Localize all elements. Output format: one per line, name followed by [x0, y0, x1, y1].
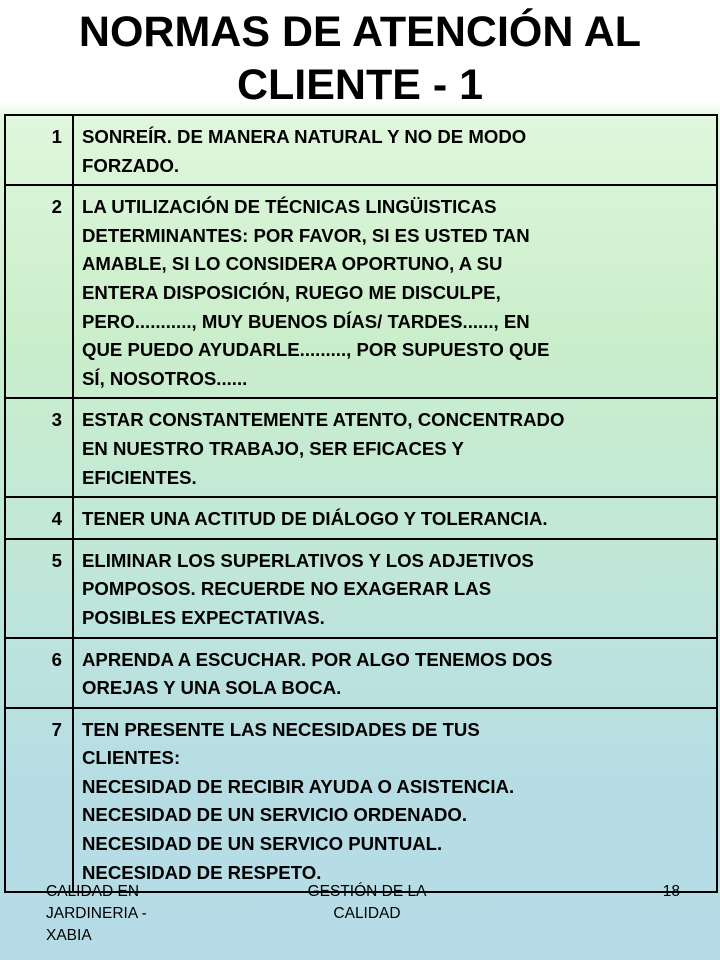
- rule-text-line: TENER UNA ACTITUD DE DIÁLOGO Y TOLERANCIA.: [82, 508, 548, 530]
- rule-text: [73, 398, 717, 497]
- rule-row: [5, 185, 717, 398]
- footer-page-number: 18: [662, 883, 680, 900]
- rule-text-line: POMPOSOS. RECUERDE NO EXAGERAR LAS: [82, 578, 492, 600]
- rule-number: 4: [5, 497, 73, 539]
- rule-number: 1: [5, 115, 73, 185]
- rule-number: 6: [5, 638, 73, 708]
- rule-text-line: NECESIDAD DE UN SERVICIO ORDENADO.: [82, 804, 468, 826]
- footer-left-line: XABIA: [46, 927, 92, 944]
- rule-row: [5, 497, 717, 539]
- rule-text-line: EFICIENTES.: [82, 466, 197, 488]
- rule-text-line: FORZADO.: [82, 154, 180, 176]
- rule-text-line: QUE PUEDO AYUDARLE........., POR SUPUESTO QUE: [82, 339, 550, 361]
- rule-number: 3: [5, 398, 73, 497]
- title-line-2: CLIENTE - 1: [236, 61, 484, 109]
- rule-text-line: ESTAR CONSTANTEMENTE ATENTO, CONCENTRADO: [82, 409, 565, 431]
- rule-text-line: NECESIDAD DE RESPETO.: [82, 861, 322, 883]
- rule-text-line: APRENDA A ESCUCHAR. POR ALGO TENEMOS DOS: [82, 648, 553, 670]
- footer-subject: [252, 881, 482, 925]
- rule-row: [5, 539, 717, 638]
- footer-course-name: [46, 881, 206, 947]
- rules-table: [4, 114, 718, 893]
- rule-text-line: OREJAS Y UNA SOLA BOCA.: [82, 677, 342, 699]
- rule-number: 7: [5, 708, 73, 893]
- rule-text: [73, 539, 717, 638]
- rule-text-line: NECESIDAD DE UN SERVICO PUNTUAL.: [82, 833, 443, 855]
- rule-number: 2: [5, 185, 73, 398]
- page-title: [0, 6, 720, 112]
- rule-text-line: PERO..........., MUY BUENOS DÍAS/ TARDES......, EN: [82, 310, 530, 332]
- rule-text-line: LA UTILIZACIÓN DE TÉCNICAS LINGÜISTICAS: [82, 196, 497, 218]
- rule-text-line: SÍ, NOSOTROS......: [82, 367, 248, 389]
- rule-text-line: SONREÍR. DE MANERA NATURAL Y NO DE MODO: [82, 126, 527, 147]
- title-line-1: NORMAS DE ATENCIÓN AL: [78, 8, 642, 56]
- footer-center-line: GESTIÓN DE LA: [307, 883, 427, 900]
- rule-row: [5, 708, 717, 893]
- footer-left-line: JARDINERIA -: [46, 905, 147, 922]
- rule-text: [73, 708, 717, 893]
- rule-text-line: CLIENTES:: [82, 747, 181, 769]
- rules-table-body: [5, 115, 717, 892]
- rule-text: [73, 115, 717, 185]
- rule-text-line: AMABLE, SI LO CONSIDERA OPORTUNO, A SU: [82, 253, 503, 275]
- rule-text-line: TEN PRESENTE LAS NECESIDADES DE TUS: [82, 718, 480, 740]
- rule-text-line: ENTERA DISPOSICIÓN, RUEGO ME DISCULPE,: [82, 281, 501, 303]
- rule-text: [73, 185, 717, 398]
- rule-row: [5, 638, 717, 708]
- footer-left-line: CALIDAD EN: [46, 883, 140, 900]
- rule-text-line: ELIMINAR LOS SUPERLATIVOS Y LOS ADJETIVOS: [82, 549, 534, 571]
- footer-center-line: CALIDAD: [333, 905, 401, 922]
- rule-text: [73, 497, 717, 539]
- rule-text-line: POSIBLES EXPECTATIVAS.: [82, 606, 325, 628]
- rule-text-line: DETERMINANTES: POR FAVOR, SI ES USTED TAN: [82, 224, 530, 246]
- rule-text-line: NECESIDAD DE RECIBIR AYUDA O ASISTENCIA.: [82, 775, 515, 797]
- rule-row: [5, 115, 717, 185]
- rule-number: 5: [5, 539, 73, 638]
- rule-text-line: EN NUESTRO TRABAJO, SER EFICACES Y: [82, 437, 464, 459]
- rule-text: [73, 638, 717, 708]
- rule-row: [5, 398, 717, 497]
